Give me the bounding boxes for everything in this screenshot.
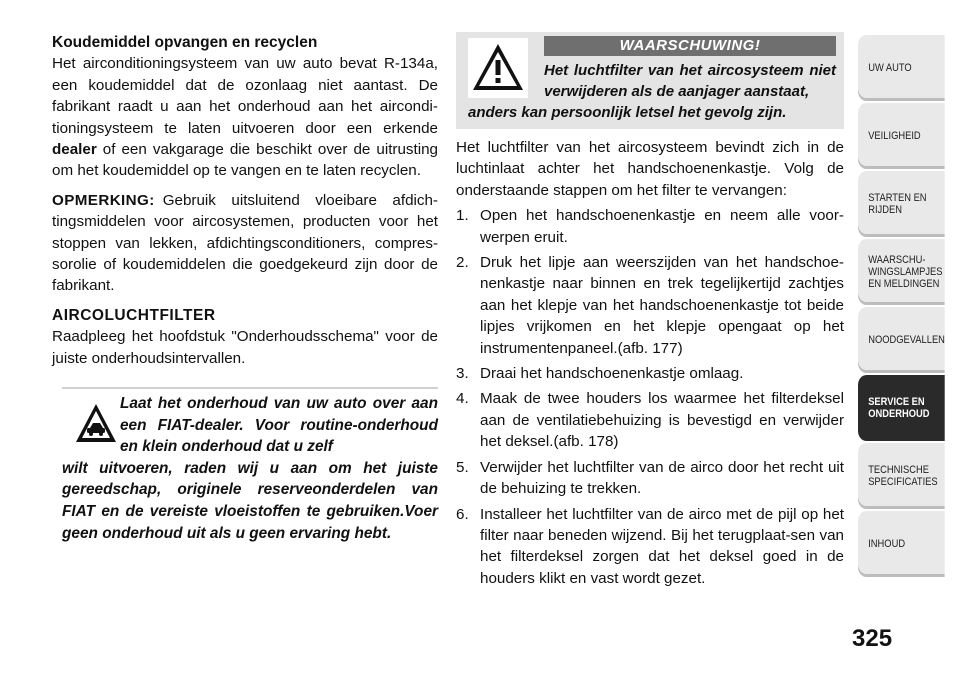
section-heading-air-filter: AIRCOLUCHTFILTER xyxy=(52,306,216,324)
step-number: 1. xyxy=(456,207,469,225)
air-filter-paragraph: Raadpleeg het hoofdstuk "Onderhoudsschema" voor de juiste onderhoudsintervallen. xyxy=(52,328,438,367)
right-column xyxy=(456,32,844,589)
step-text: Open het handschoenenkastje en neem alle voor-werpen eruit. xyxy=(480,207,844,246)
tab-technische-specificaties[interactable] xyxy=(858,443,945,509)
tab-label: UW AUTO xyxy=(868,62,912,74)
list-item xyxy=(456,363,844,384)
refrigerant-text-start: Het airconditioningsysteem van uw auto bevat R-134a, een koudemiddel dat de ozonlaag niet aantast. De fabrikant raadt u aan het onderhoud aan het aircondi-tioningsysteem te laten uitvoeren door een erkende xyxy=(52,55,438,137)
warning-text-lead: Het luchtfilter van het aircosysteem niet verwijderen als de aanjager aanstaat, xyxy=(544,62,836,100)
tab-label: NOODGEVALLEN xyxy=(868,334,945,346)
caution-box xyxy=(62,387,438,544)
tab-noodgevallen[interactable] xyxy=(858,307,945,373)
caution-text-rest: wilt uitvoeren, raden wij u aan om het juiste gereedschap, originele reserveonderdelen van FIAT en de vereiste vloeistoffen te gebruiken.Voer geen onderhoud uit als u geen ervaring hebt. xyxy=(62,459,438,542)
list-item xyxy=(456,457,844,500)
caution-text-lead: Laat het onderhoud van uw auto over aan een FIAT-dealer. Voor routine-onderhoud en klein onderhoud dat u zelf xyxy=(120,395,438,456)
note-text: Gebruik uitsluitend vloeibare afdich-tingsmiddelen voor aircosystemen, producten voor het stoppen van lekken, afdichtingsconditioners, compres-sorolie of koudemiddelen die goedgekeurd zijn door de fabrikant. xyxy=(52,191,438,295)
dealer-term: dealer xyxy=(52,141,97,159)
warning-exclamation-triangle-icon xyxy=(468,38,528,98)
page-number: 325 xyxy=(852,625,893,652)
list-item xyxy=(456,252,844,359)
warning-title: WAARSCHUWING! xyxy=(544,36,836,56)
caution-text xyxy=(62,393,438,544)
tab-waarschuwingslampjes[interactable] xyxy=(858,239,945,305)
tab-label: WAARSCHU-WINGSLAMPJES EN MELDINGEN xyxy=(868,254,943,290)
filter-intro-paragraph: Het luchtfilter van het aircosysteem bevindt zich in de luchtinlaat achter het handschoenenkastje. Volg de onderstaande stappen om het filter te vervangen: xyxy=(456,139,844,199)
tab-veiligheid[interactable] xyxy=(858,103,945,169)
tab-label: INHOUD xyxy=(868,538,906,550)
list-item xyxy=(456,388,844,452)
tab-label: VEILIGHEID xyxy=(868,130,921,142)
step-text: Verwijder het luchtfilter van de airco door het recht uit de behuizing te trekken. xyxy=(480,458,844,498)
step-text: Draai het handschoenenkastje omlaag. xyxy=(480,365,744,383)
tab-starten-en-rijden[interactable] xyxy=(858,171,945,237)
left-column xyxy=(52,32,438,544)
warning-box xyxy=(456,32,844,129)
step-number: 3. xyxy=(456,365,469,383)
section-heading-refrigerant: Koudemiddel opvangen en recyclen xyxy=(52,34,318,51)
tab-label: SERVICE EN ONDERHOUD xyxy=(868,396,930,420)
list-item xyxy=(456,504,844,590)
tab-inhoud[interactable] xyxy=(858,511,945,577)
step-number: 2. xyxy=(456,254,469,272)
step-number: 6. xyxy=(456,505,469,523)
note-label: OPMERKING: xyxy=(52,191,155,209)
chapter-tabs xyxy=(858,35,960,579)
refrigerant-text-end: of een vakgarage die beschikt over de uitrusting om het koudemiddel op te vangen en te laten recyclen. xyxy=(52,141,438,180)
step-text: Druk het lipje aan weerszijden van het handschoe-nenkastje naar binnen en trek tegelijkertijd zachtjes aan het klepje van het handschoenenkastje tot beide lipjes vrijkomen en het klepje opengaat op het instrumentenpaneel.(afb. 177) xyxy=(480,254,844,357)
tab-uw-auto[interactable] xyxy=(858,35,945,101)
list-item xyxy=(456,205,844,248)
step-text: Maak de twee houders los waarmee het filterdeksel aan de ventilatiebehuizing is bevestigd en verwijder het deksel.(afb. 178) xyxy=(480,390,844,451)
tab-label: STARTEN EN RIJDEN xyxy=(868,192,927,216)
caution-car-triangle-icon xyxy=(74,401,118,445)
tab-label: TECHNISCHE SPECIFICATIES xyxy=(868,464,938,488)
note-paragraph xyxy=(52,190,438,297)
warning-text-rest: anders kan persoonlijk letsel het gevolg zijn. xyxy=(468,104,787,121)
tab-service-en-onderhoud[interactable] xyxy=(858,375,945,441)
refrigerant-paragraph xyxy=(52,53,438,181)
replacement-steps-list xyxy=(456,205,844,589)
step-number: 4. xyxy=(456,390,469,408)
step-text: Installeer het luchtfilter van de airco met de pijl op het filter naar beneden wijzend. Bij het terugplaat-sen van het filterdeksel zorgen dat het deksel goed in de houders klikt en vast wordt gezet. xyxy=(480,505,844,587)
step-number: 5. xyxy=(456,458,469,476)
